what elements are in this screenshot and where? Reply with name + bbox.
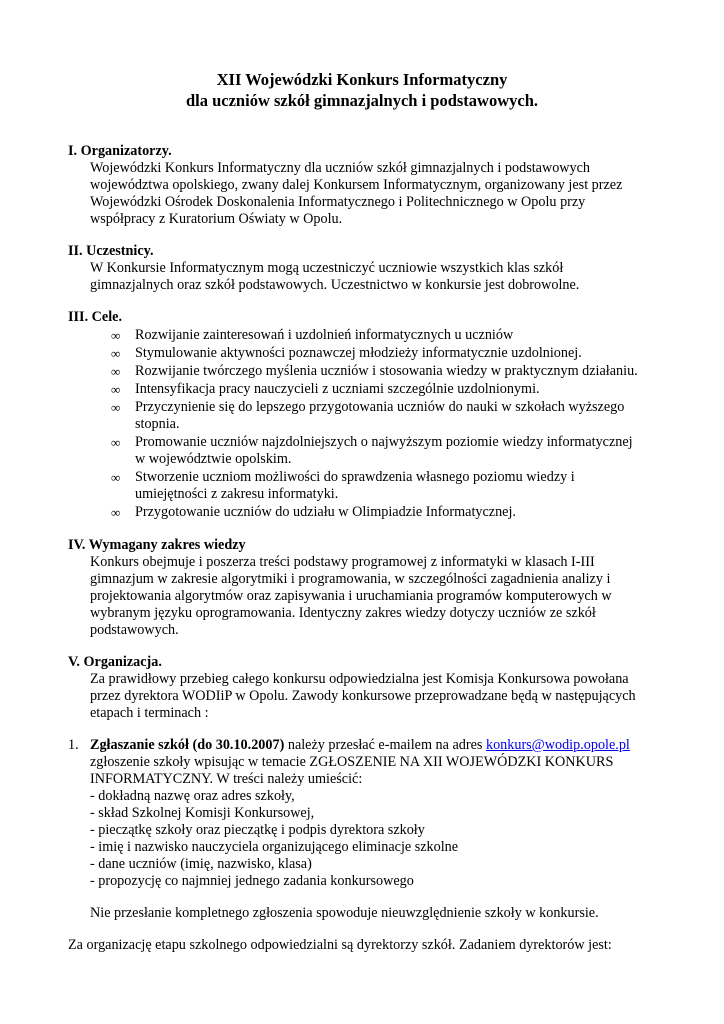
goal-item: Stymulowanie aktywności poznawczej młodzieży informatycznie uzdolnionej. [135, 345, 582, 361]
step-1-text: zgłoszenie szkoły wpisując w temacie ZGŁOSZENIE NA XII WOJEWÓDZKI KONKURS [90, 754, 614, 770]
step-1-list-item: - imię i nazwisko nauczyciela organizującego eliminacje szkolne [90, 839, 459, 855]
section-4-text: gimnazjum w zakresie algorytmiki i programowania, w szczególności zagadnienia analizy i [90, 571, 611, 587]
email-link[interactable]: konkurs@wodip.opole.pl [485, 737, 630, 753]
section-4-heading: IV. Wymagany zakres wiedzy [68, 537, 246, 553]
step-1-note: Nie przesłanie kompletnego zgłoszenia spowoduje nieuwzględnienie szkoły w konkursie. [90, 905, 599, 921]
step-1-list-item: - pieczątkę szkoły oraz pieczątkę i podpis dyrektora szkoły [90, 822, 425, 838]
section-1-text: Wojewódzki Konkurs Informatyczny dla uczniów szkół gimnazjalnych i podstawowych [90, 160, 591, 176]
section-2-heading: II. Uczestnicy. [68, 243, 154, 259]
section-2-text: gimnazjalnych oraz szkół podstawowych. Uczestnictwo w konkursie jest dobrowolne. [90, 277, 580, 293]
goal-item: Rozwijanie twórczego myślenia uczniów i stosowania wiedzy w praktycznym działaniu. [135, 363, 638, 379]
goal-item: Stworzenie uczniom możliwości do sprawdzenia własnego poziomu wiedzy i [135, 469, 575, 485]
document-title-line-1: XII Wojewódzki Konkurs Informatyczny [216, 70, 508, 89]
step-1-list-item: - skład Szkolnej Komisji Konkursowej, [90, 805, 315, 821]
infinity-bullet-icon: ∞ [111, 400, 121, 415]
section-5-text: Za prawidłowy przebieg całego konkursu odpowiedzialna jest Komisja Konkursowa powołana [90, 671, 629, 687]
goal-item: Przyczynienie się do lepszego przygotowania uczniów do nauki w szkołach wyższego [135, 399, 625, 415]
infinity-bullet-icon: ∞ [111, 346, 121, 361]
step-1-text: należy przesłać e-mailem na adres [284, 737, 486, 753]
document-title-line-2: dla uczniów szkół gimnazjalnych i podstawowych. [185, 91, 539, 110]
step-1-text: INFORMATYCZNY. W treści należy umieścić: [90, 771, 363, 787]
step-1-list-item: - dane uczniów (imię, nazwisko, klasa) [90, 856, 312, 872]
goal-item-continuation: w województwie opolskim. [135, 451, 292, 467]
section-2-text: W Konkursie Informatycznym mogą uczestniczyć uczniowie wszystkich klas szkół [90, 260, 564, 276]
step-1-title: Zgłaszanie szkół (do 30.10.2007) [90, 737, 285, 753]
section-1-text: Wojewódzki Ośrodek Doskonalenia Informatycznego i Politechnicznego w Opolu przy [90, 194, 586, 210]
step-1-list-item: - propozycję co najmniej jednego zadania konkursowego [90, 873, 414, 889]
section-4-text: Konkurs obejmuje i poszerza treści podstawy programowej z informatyki w klasach I-III [90, 554, 595, 570]
step-number: 1. [68, 737, 79, 753]
infinity-bullet-icon: ∞ [111, 505, 121, 520]
infinity-bullet-icon: ∞ [111, 364, 121, 379]
infinity-bullet-icon: ∞ [111, 470, 121, 485]
section-5-heading: V. Organizacja. [68, 654, 162, 670]
section-5-text: etapach i terminach : [90, 705, 209, 721]
infinity-bullet-icon: ∞ [111, 328, 121, 343]
step-1-first-line [90, 737, 630, 754]
section-4-text: projektowania algorytmów oraz zapisywania i uruchamiania programów komputerowych w [90, 588, 612, 604]
goal-item: Przygotowanie uczniów do udziału w Olimpiadzie Informatycznej. [135, 504, 516, 520]
goal-item: Intensyfikacja pracy nauczycieli z uczniami szczególnie uzdolnionymi. [135, 381, 540, 397]
goal-item: Rozwijanie zainteresowań i uzdolnień informatycznych u uczniów [135, 327, 514, 343]
goal-item-continuation: stopnia. [135, 416, 180, 432]
section-5-text: przez dyrektora WODIiP w Opolu. Zawody konkursowe przeprowadzane będą w następujących [90, 688, 636, 704]
final-paragraph: Za organizację etapu szkolnego odpowiedzialni są dyrektorzy szkół. Zadaniem dyrektorów jest: [68, 937, 612, 953]
section-1-text: województwa opolskiego, zwany dalej Konkursem Informatycznym, organizowany jest przez [90, 177, 623, 193]
goal-item: Promowanie uczniów najzdolniejszych o najwyższym poziomie wiedzy informatycznej [135, 434, 633, 450]
section-3-heading: III. Cele. [68, 309, 122, 325]
goal-item-continuation: umiejętności z zakresu informatyki. [135, 486, 339, 502]
section-4-text: podstawowych. [90, 622, 179, 638]
section-1-heading: I. Organizatorzy. [68, 143, 172, 159]
infinity-bullet-icon: ∞ [111, 382, 121, 397]
infinity-bullet-icon: ∞ [111, 435, 121, 450]
step-1-list-item: - dokładną nazwę oraz adres szkoły, [90, 788, 295, 804]
section-4-text: wybranym języku oprogramowania. Identyczny zakres wiedzy dotyczy uczniów ze szkół [90, 605, 596, 621]
section-1-text: współpracy z Kuratorium Oświaty w Opolu. [90, 211, 343, 227]
